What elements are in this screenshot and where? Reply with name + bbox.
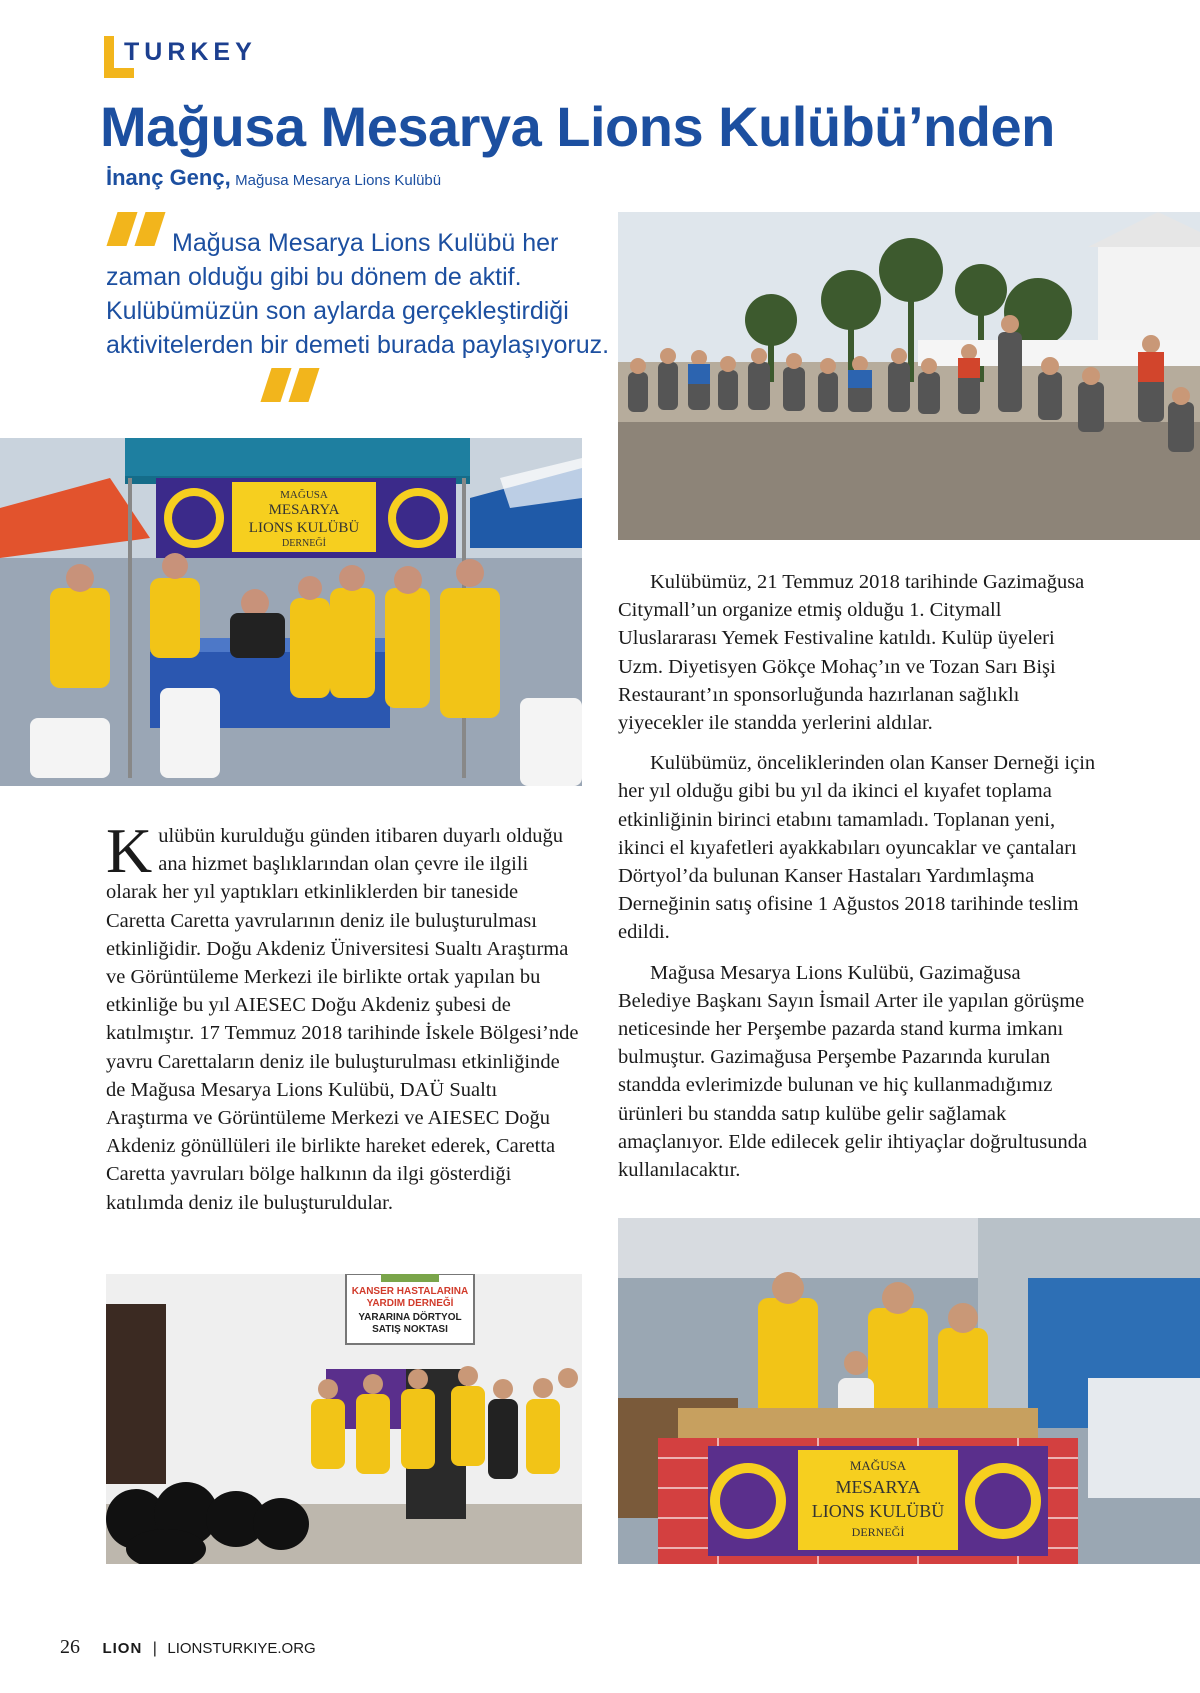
page-number: 26 [60,1636,80,1658]
festival-banner-line-2: MESARYA [268,502,340,518]
left-column-text: ulübün kurulduğu günden itibaren duyarlı olduğu ana hizmet başlıklarından olan çevre ile ilgili olarak her yıl yaptıkları etkinliklerden bir taneside Caretta Caretta yavrularının deniz ile buluşturulması etkinliğidir. Doğu Akdeniz Üniversitesi Sualtı Araştırma ve Görüntüleme Merkezi ile birlikte ortak yapılan bu etkinliğe bu yıl AIESEC Doğu Akdeniz şubesi de katılmıştır. 17 Temmuz 2018 tarihinde İskele Bölgesi’nde yavru Carettaların deniz ile buluşturulması etkinliğinde de Mağusa Mesarya Lions Kulübü, DAÜ Sualtı Araştırma ve Görüntüleme Merkezi ve AIESEC Doğu Akdeniz gönüllüleri ile birlikte hareket ederek, Caretta Caretta yavruları bölge halkının da ilgi gösterdiği katılımda deniz ile buluşturuldular. [106,825,579,1214]
footer-site-link[interactable]: LIONSTURKIYE.ORG [167,1640,316,1657]
charity-sign-line-1: KANSER HASTALARINA [351,1286,469,1297]
charity-sign-line-3: YARARINA DÖRTYOL [358,1312,462,1323]
drop-cap: K [106,815,153,886]
festival-banner-line-1: MAĞUSA [280,489,328,501]
paragraph-clothing-drive: Kulübümüz, önceliklerinden olan Kanser Derneği için her yıl olduğu gibi bu yıl da ikinci el kıyafet toplama etkinliğinin birinci etabını tamamladı. Toplanan yeni, ikinci el kıyafetleri ayakkabıları oyuncaklar ve çantaları Dörtyol’da bulunan Kanser Hastaları Yardımlaşma Derneğinin satış ofisine 1 Ağustos 2018 tarihinde teslim edildi. [618,752,1096,944]
market-banner-line-2: MESARYA [835,1477,921,1497]
paragraph-food-festival: Kulübümüz, 21 Temmuz 2018 tarihinde Gazimağusa Citymall’un organize etmiş olduğu 1. Citymall Uluslararası Yemek Festivaline katıldı. Kulüp üyeleri Uzm. Diyetisyen Gökçe Mohaç’ın ve Tozan Sarı Bişi Restaurant’ın sponsorluğunda hazırlanan sağlıklı yiyecekler ile standda yerlerini aldılar. [618,571,1085,735]
article-title: Mağusa Mesarya Lions Kulübü’nden [100,95,1055,158]
pull-quote-text: Mağusa Mesarya Lions Kulübü her zaman olduğu gibi bu dönem de aktif. Kulübümüzün son aylarda gerçekleştirdiği aktivitelerden bir demeti burada paylaşıyoruz. [106,229,610,359]
page-footer [60,1636,316,1659]
market-banner-line-4: DERNEĞİ [851,1525,905,1539]
festival-banner-line-4: DERNEĞİ [282,538,326,549]
charity-sign-line-4: SATIŞ NOKTASI [372,1324,448,1335]
footer-brand: LION [102,1640,143,1657]
festival-banner-line-3: LIONS KULÜBÜ [248,520,360,536]
pull-quote [106,226,626,362]
byline [106,165,441,191]
author-name: İnanç Genç, [106,165,231,190]
right-column [618,568,1098,1196]
charity-sign-line-2: YARDIM DERNEĞİ [366,1298,454,1309]
market-banner-line-1: MAĞUSA [849,1458,907,1473]
market-stand-photo [618,1218,1200,1564]
market-banner-line-3: LIONS KULÜBÜ [811,1501,945,1521]
section-label: TURKEY [124,38,257,66]
charity-delivery-photo [106,1274,582,1564]
footer-separator: | [152,1640,157,1657]
left-column [106,815,582,1217]
paragraph-market-stand: Mağusa Mesarya Lions Kulübü, Gazimağusa Belediye Başkanı Sayın İsmail Arter ile yapılan görüşme neticesinde her Perşembe pazarda stand kurma imkanı bulmuştur. Gazimağusa Perşembe Pazarında kurulan standda evlerimizde bulunan ve hiç kullanmadığımız ürünleri bu standda satıp kulübe gelir sağlamak amaçlanıyor. Elde edilecek gelir ihtiyaçlar doğrultusunda kullanılacaktır. [618,961,1088,1182]
beach-turtle-photo [618,212,1200,540]
author-org: Mağusa Mesarya Lions Kulübü [235,172,442,189]
festival-stand-photo [0,438,582,786]
close-quote-icon [262,368,320,402]
